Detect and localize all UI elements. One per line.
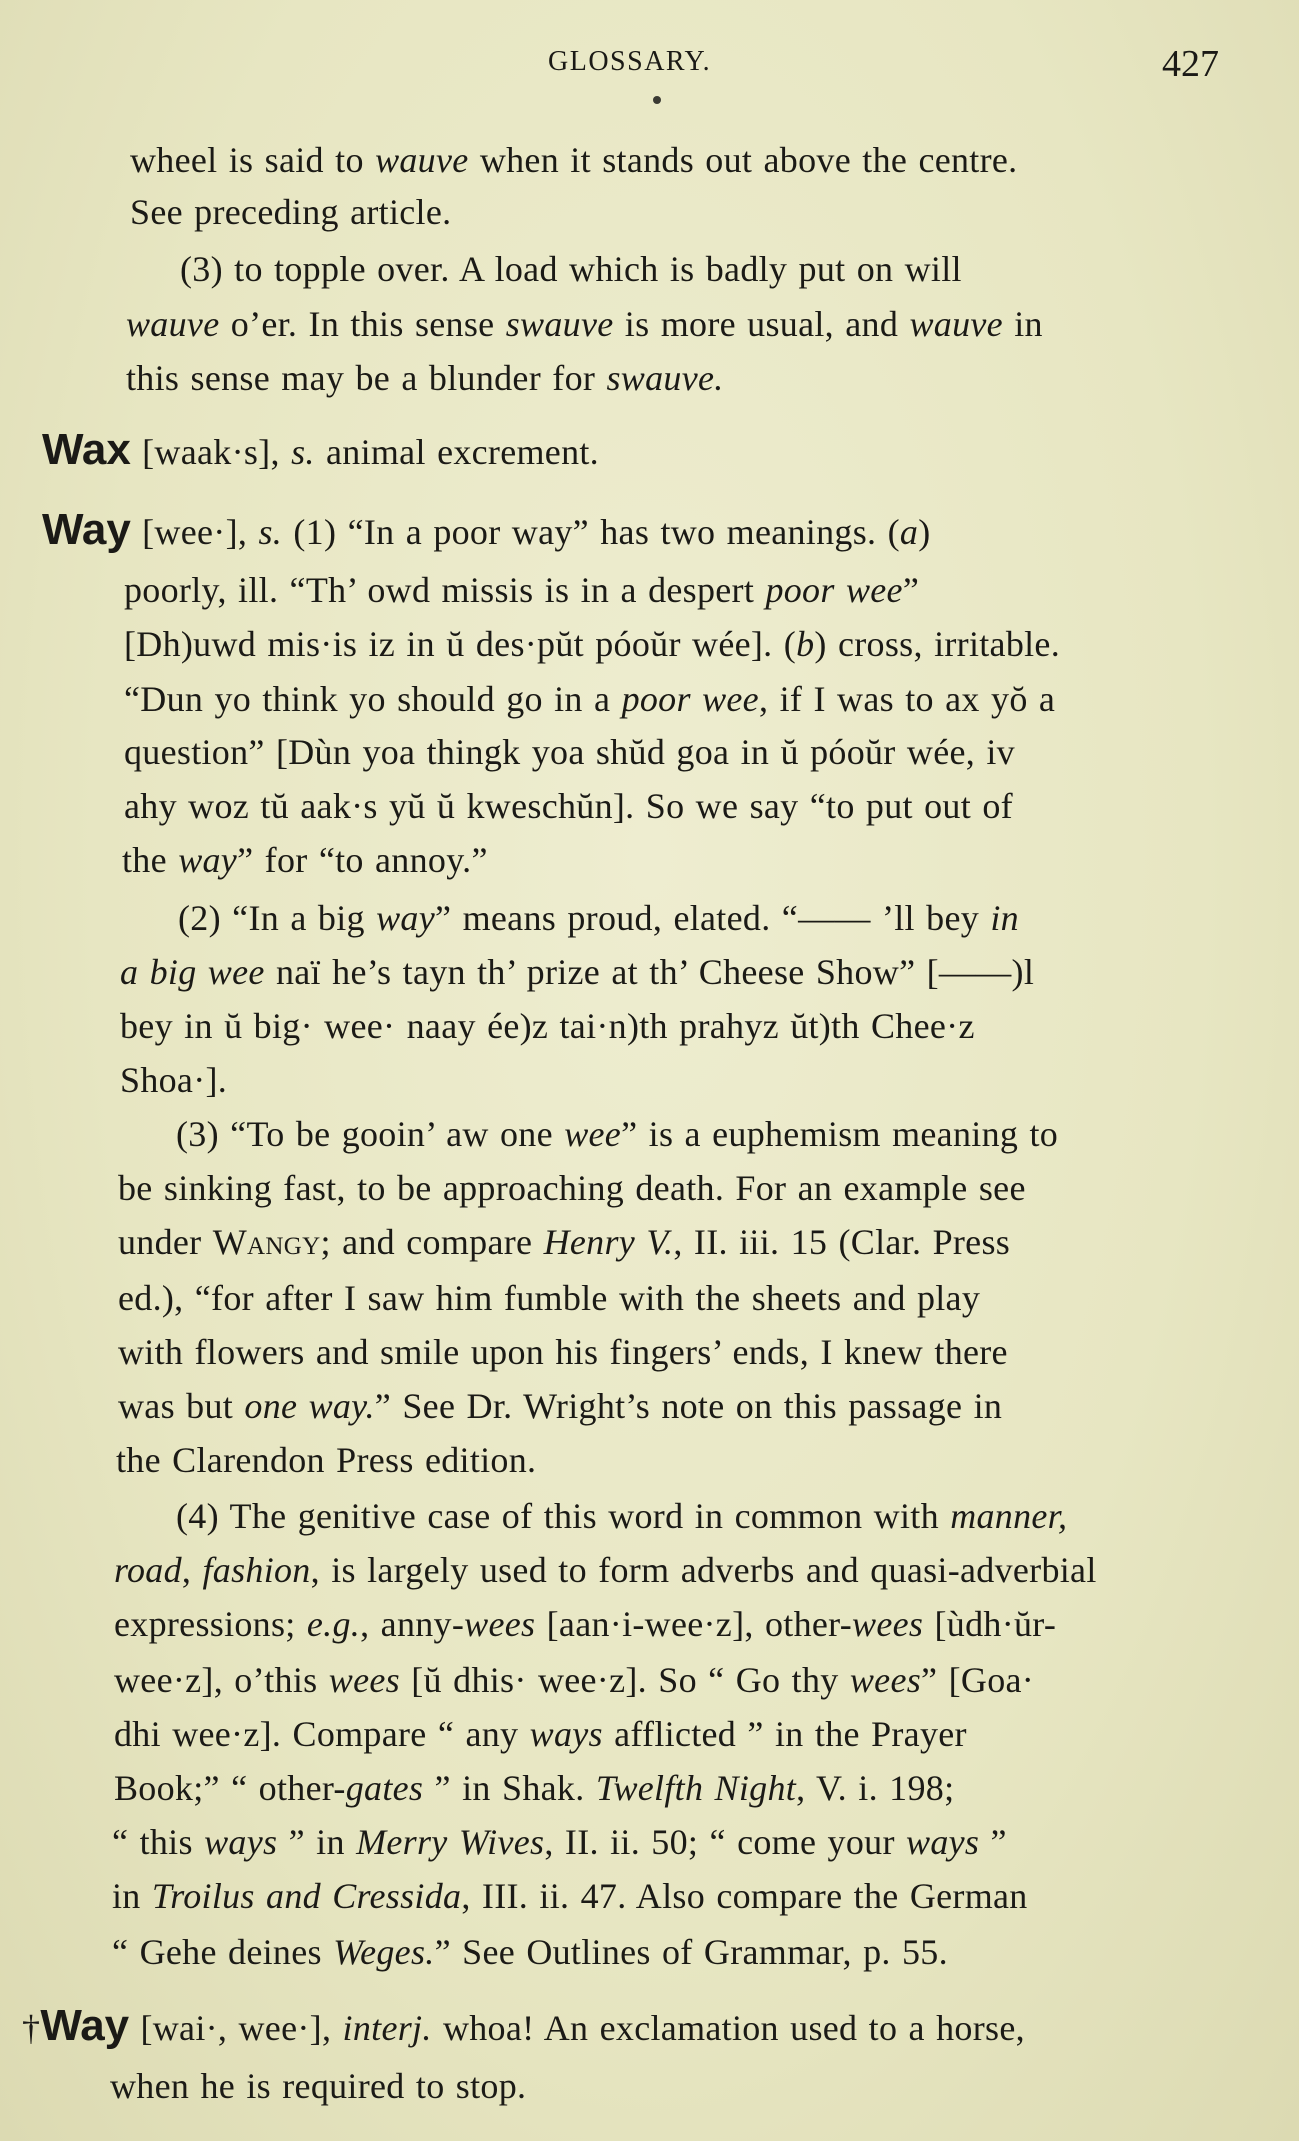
text-line: “ Gehe deines Weges.” See Outlines of Grammar, p. 55. (112, 1932, 948, 1972)
entry-way-noun: Way [wee·], s. (1) “In a poor way” has two meanings. (a) (42, 505, 931, 554)
text-line: with flowers and smile upon his fingers’ ends, I knew there (118, 1332, 1008, 1372)
text-line: Shoa·]. (120, 1060, 228, 1100)
text-line: (3) to topple over. A load which is badly put on will (180, 249, 962, 289)
text-line: this sense may be a blunder for swauve. (126, 358, 724, 398)
text-line: (4) The genitive case of this word in common with manner, (176, 1496, 1068, 1536)
headword: Way (40, 2001, 130, 2050)
running-head-title: GLOSSARY. (548, 46, 712, 77)
text-line: wee·z], o’this wees [ŭ dhis· wee·z]. So “ Go thy wees” [Goa· (114, 1660, 1035, 1700)
text-line: dhi wee·z]. Compare “ any ways afflicted ” in the Prayer (114, 1714, 967, 1754)
text-line: wheel is said to wauve when it stands out above the centre. (130, 140, 1018, 180)
text-line: (3) “To be gooin’ aw one wee” is a euphemism meaning to (176, 1114, 1059, 1154)
text-line: Book;” “ other-gates ” in Shak. Twelfth Night, V. i. 198; (114, 1768, 955, 1808)
text-line: (2) “In a big way” means proud, elated. “—— ’ll bey in (178, 898, 1019, 938)
headword: Way (42, 505, 131, 554)
text-line: was but one way.” See Dr. Wright’s note on this passage in (118, 1386, 1003, 1426)
text-line: poorly, ill. “Th’ owd missis is in a despert poor wee” (124, 570, 920, 610)
text-line: the Clarendon Press edition. (116, 1440, 537, 1480)
text-line: in Troilus and Cressida, III. ii. 47. Also compare the German (112, 1876, 1028, 1916)
text-line: road, fashion, is largely used to form adverbs and quasi-adverbial (114, 1550, 1097, 1590)
text-line: ahy woz tŭ aak·s yŭ ŭ kweschŭn]. So we say “to put out of (124, 786, 1013, 826)
text-line: bey in ŭ big· wee· naay ée)z tai·n)th prahyz ŭt)th Chee·z (120, 1006, 975, 1046)
headword: Wax (42, 425, 131, 474)
text-line: “Dun yo think yo should go in a poor wee, if I was to ax yŏ a (124, 679, 1056, 719)
obsolete-dagger: † (22, 2008, 41, 2048)
running-head (0, 43, 1299, 96)
text-line: a big wee naï he’s tayn th’ prize at th’ Cheese Show” [——)l (120, 952, 1035, 992)
cross-reference: Wangy (212, 1222, 321, 1262)
page-number: 427 (1162, 43, 1219, 85)
text-line: be sinking fast, to be approaching death. For an example see (118, 1168, 1026, 1208)
ink-speck (653, 96, 661, 104)
text-line: ed.), “for after I saw him fumble with the sheets and play (118, 1278, 981, 1318)
text-line: question” [Dùn yoa thingk yoa shŭd goa in ŭ póoŭr wée, iv (124, 732, 1015, 772)
text-line: expressions; e.g., anny-wees [aan·i-wee·z], other-wees [ùdh·ŭr- (114, 1604, 1057, 1644)
text-line: when he is required to stop. (110, 2066, 527, 2106)
entry-wax: Wax [waak·s], s. animal excrement. (42, 425, 599, 474)
text-line: See preceding article. (130, 192, 452, 232)
entry-way-interjection: †Way [wai·, wee·], interj. whoa! An exclamation used to a horse, (22, 2001, 1025, 2050)
text-line: [Dh)uwd mis·is iz in ŭ des·pŭt póoŭr wée]. (b) cross, irritable. (124, 624, 1061, 664)
text-line: the way” for “to annoy.” (122, 840, 488, 880)
text-line: wauve o’er. In this sense swauve is more usual, and wauve in (126, 304, 1043, 344)
text-line: under Wangy; and compare Henry V., II. iii. 15 (Clar. Press (118, 1222, 1011, 1262)
text-line: “ this ways ” in Merry Wives, II. ii. 50; “ come your ways ” (112, 1822, 1007, 1862)
